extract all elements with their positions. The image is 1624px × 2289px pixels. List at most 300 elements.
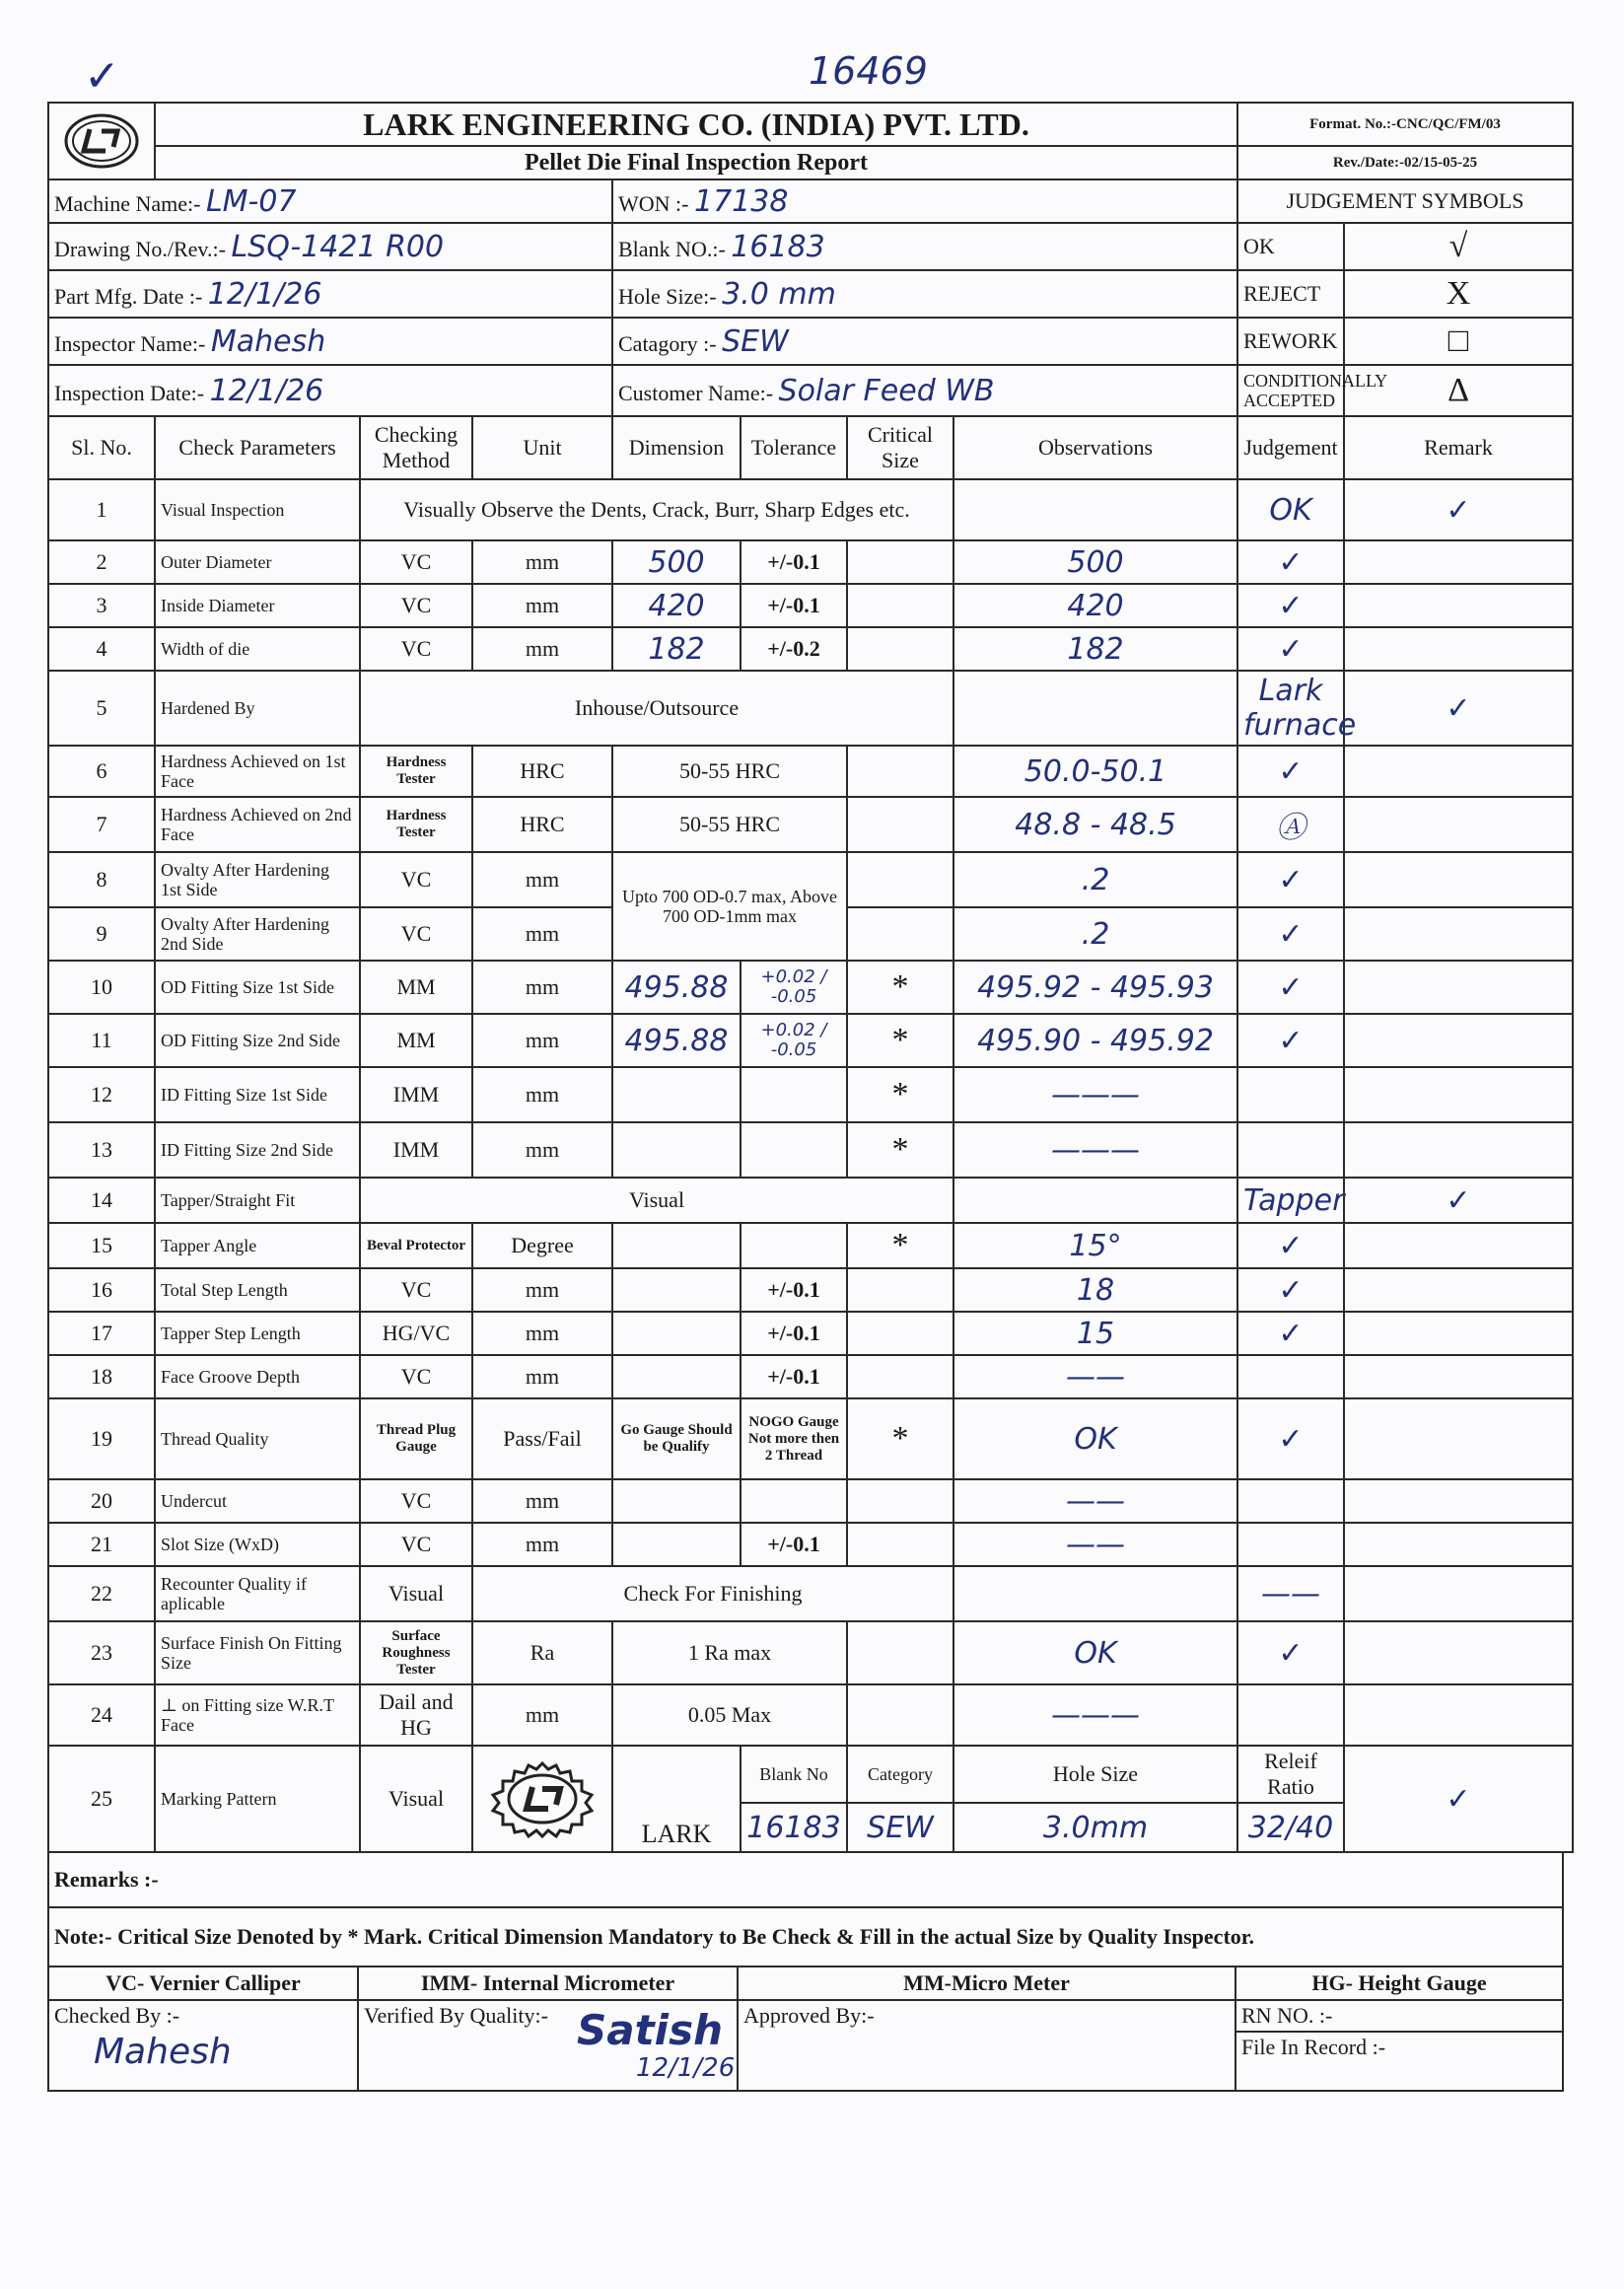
judgement	[1237, 1523, 1344, 1566]
judgement	[1237, 1355, 1344, 1398]
company-logo	[48, 103, 155, 179]
row-number: 6	[48, 746, 155, 797]
checking-method: VC	[360, 540, 472, 584]
inspector-name: Inspector Name:- Mahesh	[48, 318, 612, 365]
judgement: ✓	[1344, 1178, 1573, 1223]
row-number: 19	[48, 1398, 155, 1479]
row-number: 7	[48, 797, 155, 852]
column-header: Tolerance	[741, 416, 847, 479]
tolerance: +0.02 / -0.05	[741, 961, 847, 1014]
checking-method: Surface Roughness Tester	[360, 1621, 472, 1684]
column-header: Remark	[1344, 416, 1573, 479]
table-row	[48, 584, 1573, 627]
observation: 15°	[953, 1223, 1237, 1268]
dimension	[612, 1312, 741, 1355]
remark-cell	[1344, 1523, 1573, 1566]
format-number: Format. No.:-CNC/QC/FM/03	[1237, 103, 1573, 146]
dimension: 495.88	[612, 961, 741, 1014]
spec: 50-55 HRC	[612, 746, 847, 797]
unit: mm	[472, 1268, 612, 1312]
check-parameter: Surface Finish On Fitting Size	[155, 1621, 360, 1684]
check-parameter: Visual Inspection	[155, 479, 360, 540]
remark-cell	[1344, 907, 1573, 961]
tolerance: +/-0.2	[741, 627, 847, 671]
remark-cell	[1344, 1684, 1573, 1746]
judgement: ✓	[1237, 1268, 1344, 1312]
observation: ——	[1237, 1566, 1344, 1621]
dimension	[612, 1122, 741, 1178]
table-row	[48, 797, 1573, 852]
judgement	[1237, 1479, 1344, 1523]
check-parameter: ⊥ on Fitting size W.R.T Face	[155, 1684, 360, 1746]
judgement: ✓	[1344, 1746, 1573, 1852]
table-row	[48, 1268, 1573, 1312]
lark-label: LARK	[612, 1746, 741, 1852]
table-row	[48, 1479, 1573, 1523]
remark-cell	[1344, 540, 1573, 584]
column-header: Unit	[472, 416, 612, 479]
checking-method: VC	[360, 852, 472, 907]
observation: 50.0-50.1	[953, 746, 1237, 797]
relief-value: 32/40	[1237, 1803, 1344, 1852]
inspection-report	[47, 102, 1562, 2092]
remark-cell	[1344, 1398, 1573, 1479]
remark-cell	[1344, 584, 1573, 627]
table-row	[48, 627, 1573, 671]
observation: 495.90 - 495.92	[953, 1014, 1237, 1067]
row-number: 14	[48, 1178, 155, 1223]
check-parameter: Outer Diameter	[155, 540, 360, 584]
merged-spec: Visually Observe the Dents, Crack, Burr, Sharp Edges etc.	[360, 479, 953, 540]
row-number: 13	[48, 1122, 155, 1178]
hole-label: Hole Size	[953, 1746, 1237, 1803]
tolerance: +/-0.1	[741, 1268, 847, 1312]
judgement	[1237, 1684, 1344, 1746]
observation: ———	[953, 1122, 1237, 1178]
critical-mark	[953, 479, 1237, 540]
tolerance	[741, 1223, 847, 1268]
judgement: ✓	[1237, 627, 1344, 671]
won-field: WON :- 17138	[612, 179, 1237, 223]
record-info	[1236, 2000, 1563, 2091]
table-row	[48, 479, 1573, 540]
table-row	[48, 1178, 1573, 1223]
unit: mm	[472, 1122, 612, 1178]
unit: mm	[472, 1067, 612, 1122]
column-header: Observations	[953, 416, 1237, 479]
check-parameter: Ovalty After Hardening 1st Side	[155, 852, 360, 907]
dimension	[612, 1223, 741, 1268]
legend-mm: MM-Micro Meter	[738, 1967, 1236, 2000]
observation: .2	[953, 852, 1237, 907]
table-row	[48, 961, 1573, 1014]
row-number: 2	[48, 540, 155, 584]
file-in-record: File In Record :-	[1241, 2035, 1386, 2059]
conditional-symbol: Δ	[1344, 365, 1573, 416]
spec: 50-55 HRC	[612, 797, 847, 852]
judgement: ✓	[1237, 1014, 1344, 1067]
row-number: 15	[48, 1223, 155, 1268]
check-parameter: Marking Pattern	[155, 1746, 360, 1852]
remark-cell	[1344, 1312, 1573, 1355]
dimension: Go Gauge Should be Qualify	[612, 1398, 741, 1479]
remark-cell	[1344, 961, 1573, 1014]
observation: ———	[953, 1684, 1237, 1746]
rn-number: RN NO. :-	[1236, 2001, 1562, 2033]
remark-cell	[1344, 797, 1573, 852]
unit: mm	[472, 627, 612, 671]
drawing-number: Drawing No./Rev.:- LSQ-1421 R00	[48, 223, 612, 270]
judgement: ✓	[1237, 746, 1344, 797]
judgement: ✓	[1237, 907, 1344, 961]
row-number: 11	[48, 1014, 155, 1067]
check-parameter: Tapper Step Length	[155, 1312, 360, 1355]
column-header: Check Parameters	[155, 416, 360, 479]
observation: 495.92 - 495.93	[953, 961, 1237, 1014]
observation: ———	[953, 1067, 1237, 1122]
judgement	[1344, 1566, 1573, 1621]
row-number: 25	[48, 1746, 155, 1852]
row-number: 9	[48, 907, 155, 961]
spec: 0.05 Max	[612, 1684, 847, 1746]
reject-symbol: X	[1344, 270, 1573, 318]
observation: OK	[953, 1398, 1237, 1479]
category-field: Catagory :- SEW	[612, 318, 1237, 365]
unit: Degree	[472, 1223, 612, 1268]
observation: .2	[953, 907, 1237, 961]
company-name: LARK ENGINEERING CO. (INDIA) PVT. LTD.	[155, 103, 1237, 146]
check-parameter: Hardness Achieved on 2nd Face	[155, 797, 360, 852]
judgement: ✓	[1237, 961, 1344, 1014]
check-parameter: Undercut	[155, 1479, 360, 1523]
check-parameter: Face Groove Depth	[155, 1355, 360, 1398]
dimension	[612, 1479, 741, 1523]
symbols-title: JUDGEMENT SYMBOLS	[1237, 179, 1573, 223]
table-row	[48, 746, 1573, 797]
critical-mark	[847, 1355, 953, 1398]
spec: Check For Finishing	[472, 1566, 953, 1621]
checking-method: VC	[360, 1268, 472, 1312]
dimension: 500	[612, 540, 741, 584]
checking-method: MM	[360, 961, 472, 1014]
check-parameter: OD Fitting Size 1st Side	[155, 961, 360, 1014]
table-row	[48, 1122, 1573, 1178]
ovalty-spec: Upto 700 OD-0.7 max, Above 700 OD-1mm max	[612, 852, 847, 961]
check-parameter: Slot Size (WxD)	[155, 1523, 360, 1566]
mfg-date: Part Mfg. Date :- 12/1/26	[48, 270, 612, 318]
column-header: Dimension	[612, 416, 741, 479]
checking-method: Hardness Tester	[360, 746, 472, 797]
checking-method: Visual	[360, 1746, 472, 1852]
rework-symbol: □	[1344, 318, 1573, 365]
customer-name: Customer Name:- Solar Feed WB	[612, 365, 1237, 416]
tolerance: +/-0.1	[741, 1312, 847, 1355]
checking-method: VC	[360, 1523, 472, 1566]
critical-mark	[847, 1621, 953, 1684]
observation: 182	[953, 627, 1237, 671]
table-row	[48, 1398, 1573, 1479]
checking-method: VC	[360, 1479, 472, 1523]
critical-mark	[847, 1684, 953, 1746]
check-parameter: Tapper/Straight Fit	[155, 1178, 360, 1223]
critical-mark	[847, 584, 953, 627]
check-parameter: Tapper Angle	[155, 1223, 360, 1268]
category-value: SEW	[847, 1803, 953, 1852]
category-label: Category	[847, 1746, 953, 1803]
machine-name: Machine Name:- LM-07	[48, 179, 612, 223]
checking-method: MM	[360, 1014, 472, 1067]
checked-by: Checked By :-	[48, 2000, 358, 2091]
legend-vc: VC- Vernier Calliper	[48, 1967, 358, 2000]
critical-mark	[847, 1479, 953, 1523]
judgement	[1237, 1122, 1344, 1178]
tolerance	[741, 1067, 847, 1122]
tolerance: +0.02 / -0.05	[741, 1014, 847, 1067]
merged-spec: Visual	[360, 1178, 953, 1223]
verified-signature: Satish 12/1/26	[577, 2006, 736, 2083]
unit: mm	[472, 1355, 612, 1398]
unit: mm	[472, 1479, 612, 1523]
unit: Pass/Fail	[472, 1398, 612, 1479]
table-row	[48, 1312, 1573, 1355]
remark-cell	[1344, 1223, 1573, 1268]
legend-hg: HG- Height Gauge	[1236, 1967, 1563, 2000]
marking-logo	[472, 1746, 612, 1852]
checking-method: VC	[360, 1355, 472, 1398]
symbol-ok-label: OK	[1237, 223, 1344, 270]
unit: mm	[472, 907, 612, 961]
critical-mark	[847, 1523, 953, 1566]
judgement: ✓	[1237, 852, 1344, 907]
unit: mm	[472, 852, 612, 907]
remark-cell	[1344, 1268, 1573, 1312]
symbol-rework-label: REWORK	[1237, 318, 1344, 365]
judgement: ✓	[1344, 479, 1573, 540]
tolerance: +/-0.1	[741, 1355, 847, 1398]
judgement: ✓	[1237, 1621, 1344, 1684]
critical-mark	[847, 797, 953, 852]
check-parameter: Total Step Length	[155, 1268, 360, 1312]
check-parameter: ID Fitting Size 1st Side	[155, 1067, 360, 1122]
tolerance: NOGO Gauge Not more then 2 Thread	[741, 1398, 847, 1479]
dimension	[612, 1268, 741, 1312]
table-row	[48, 1355, 1573, 1398]
observation: 420	[953, 584, 1237, 627]
checking-method: Visual	[360, 1566, 472, 1621]
verified-by: Verified By Quality:-	[358, 2000, 738, 2091]
table-row	[48, 852, 1573, 907]
tolerance: +/-0.1	[741, 1523, 847, 1566]
blank-label: Blank No	[741, 1746, 847, 1803]
observation: ——	[953, 1355, 1237, 1398]
remark-cell	[1344, 746, 1573, 797]
row-number: 4	[48, 627, 155, 671]
judgement	[1237, 1067, 1344, 1122]
observation: OK	[1237, 479, 1344, 540]
table-row	[48, 540, 1573, 584]
checking-method: VC	[360, 627, 472, 671]
judgement: ✓	[1237, 540, 1344, 584]
judgement: ✓	[1237, 584, 1344, 627]
column-header: Judgement	[1237, 416, 1344, 479]
checked-signature: Mahesh	[94, 2032, 232, 2072]
checking-method: Dail and HG	[360, 1684, 472, 1746]
critical-mark	[953, 671, 1237, 746]
unit: Ra	[472, 1621, 612, 1684]
table-row	[48, 1067, 1573, 1122]
observation: 18	[953, 1268, 1237, 1312]
critical-note: Note:- Critical Size Denoted by * Mark. Critical Dimension Mandatory to Be Check & Fill in the actual Size by Quality Inspector.	[48, 1907, 1563, 1967]
remark-cell	[1344, 1355, 1573, 1398]
table-row	[48, 1014, 1573, 1067]
dimension	[612, 1523, 741, 1566]
checking-method: VC	[360, 584, 472, 627]
row-number: 24	[48, 1684, 155, 1746]
checking-method: IMM	[360, 1122, 472, 1178]
judgement: ✓	[1237, 1312, 1344, 1355]
checking-method: IMM	[360, 1067, 472, 1122]
row-number: 8	[48, 852, 155, 907]
unit: mm	[472, 1684, 612, 1746]
report-title: Pellet Die Final Inspection Report	[155, 146, 1237, 179]
tolerance	[741, 1122, 847, 1178]
row-number: 18	[48, 1355, 155, 1398]
judgement: ✓	[1344, 671, 1573, 746]
observation: ——	[953, 1479, 1237, 1523]
table-row	[48, 1746, 1573, 1803]
critical-mark	[847, 852, 953, 907]
tolerance: +/-0.1	[741, 584, 847, 627]
hole-value: 3.0mm	[953, 1803, 1237, 1852]
row-number: 1	[48, 479, 155, 540]
row-number: 3	[48, 584, 155, 627]
critical-mark	[847, 907, 953, 961]
dimension	[612, 1355, 741, 1398]
table-row	[48, 671, 1573, 746]
unit: mm	[472, 1523, 612, 1566]
unit: HRC	[472, 797, 612, 852]
dimension: 420	[612, 584, 741, 627]
rev-date: Rev./Date:-02/15-05-25	[1237, 146, 1573, 179]
observation: Lark furnace	[1237, 671, 1344, 746]
symbol-reject-label: REJECT	[1237, 270, 1344, 318]
tolerance: +/-0.1	[741, 540, 847, 584]
row-number: 5	[48, 671, 155, 746]
remarks: Remarks :-	[48, 1852, 1563, 1907]
row-number: 20	[48, 1479, 155, 1523]
unit: mm	[472, 584, 612, 627]
critical-mark: *	[847, 1067, 953, 1122]
dimension: 182	[612, 627, 741, 671]
symbol-conditional-label: CONDITIONALLY ACCEPTED	[1237, 365, 1344, 416]
checking-method: Thread Plug Gauge	[360, 1398, 472, 1479]
table-row	[48, 1223, 1573, 1268]
tolerance	[741, 1479, 847, 1523]
check-parameter: Inside Diameter	[155, 584, 360, 627]
check-parameter: OD Fitting Size 2nd Side	[155, 1014, 360, 1067]
critical-mark: *	[847, 1014, 953, 1067]
check-parameter: Width of die	[155, 627, 360, 671]
dimension: 495.88	[612, 1014, 741, 1067]
table-row	[48, 1684, 1573, 1746]
critical-mark	[847, 540, 953, 584]
document-number: 16469	[809, 49, 928, 93]
critical-mark	[847, 627, 953, 671]
checking-method: HG/VC	[360, 1312, 472, 1355]
check-parameter: Hardness Achieved on 1st Face	[155, 746, 360, 797]
row-number: 17	[48, 1312, 155, 1355]
table-row	[48, 1566, 1573, 1621]
unit: mm	[472, 540, 612, 584]
critical-mark: *	[847, 1398, 953, 1479]
observation: OK	[953, 1621, 1237, 1684]
checking-method: Beval Protector	[360, 1223, 472, 1268]
remark-cell	[1344, 627, 1573, 671]
remark-cell	[1344, 1479, 1573, 1523]
spec: 1 Ra max	[612, 1621, 847, 1684]
checking-method: Hardness Tester	[360, 797, 472, 852]
check-parameter: Hardened By	[155, 671, 360, 746]
critical-mark	[953, 1566, 1237, 1621]
legend-imm: IMM- Internal Micrometer	[358, 1967, 738, 2000]
judgement: Ⓐ	[1237, 797, 1344, 852]
critical-mark	[953, 1178, 1237, 1223]
remark-cell	[1344, 1067, 1573, 1122]
check-parameter: Thread Quality	[155, 1398, 360, 1479]
observation: 500	[953, 540, 1237, 584]
approved-by: Approved By:-	[738, 2000, 1236, 2091]
remark-cell	[1344, 1621, 1573, 1684]
tick-mark: ✓	[84, 51, 120, 102]
column-header: Sl. No.	[48, 416, 155, 479]
blank-number: Blank NO.:- 16183	[612, 223, 1237, 270]
row-number: 12	[48, 1067, 155, 1122]
ok-symbol: √	[1344, 223, 1573, 270]
check-parameter: Recounter Quality if aplicable	[155, 1566, 360, 1621]
critical-mark	[847, 1268, 953, 1312]
critical-mark	[847, 1312, 953, 1355]
footer-table	[47, 1851, 1564, 2092]
report-table	[47, 102, 1574, 1853]
row-number: 23	[48, 1621, 155, 1684]
row-number: 22	[48, 1566, 155, 1621]
judgement: ✓	[1237, 1223, 1344, 1268]
critical-mark	[847, 746, 953, 797]
remark-cell	[1344, 852, 1573, 907]
check-parameter: ID Fitting Size 2nd Side	[155, 1122, 360, 1178]
dimension	[612, 1067, 741, 1122]
row-number: 10	[48, 961, 155, 1014]
critical-mark: *	[847, 1122, 953, 1178]
hole-size: Hole Size:- 3.0 mm	[612, 270, 1237, 318]
check-parameter: Ovalty After Hardening 2nd Side	[155, 907, 360, 961]
inspection-date: Inspection Date:- 12/1/26	[48, 365, 612, 416]
unit: mm	[472, 961, 612, 1014]
unit: HRC	[472, 746, 612, 797]
row-number: 21	[48, 1523, 155, 1566]
observation: Tapper	[1237, 1178, 1344, 1223]
table-row	[48, 1621, 1573, 1684]
merged-spec: Inhouse/Outsource	[360, 671, 953, 746]
table-row	[48, 1523, 1573, 1566]
unit: mm	[472, 1014, 612, 1067]
judgement: ✓	[1237, 1398, 1344, 1479]
blank-value: 16183	[741, 1803, 847, 1852]
remark-cell	[1344, 1014, 1573, 1067]
column-header: Checking Method	[360, 416, 472, 479]
observation: ——	[953, 1523, 1237, 1566]
unit: mm	[472, 1312, 612, 1355]
